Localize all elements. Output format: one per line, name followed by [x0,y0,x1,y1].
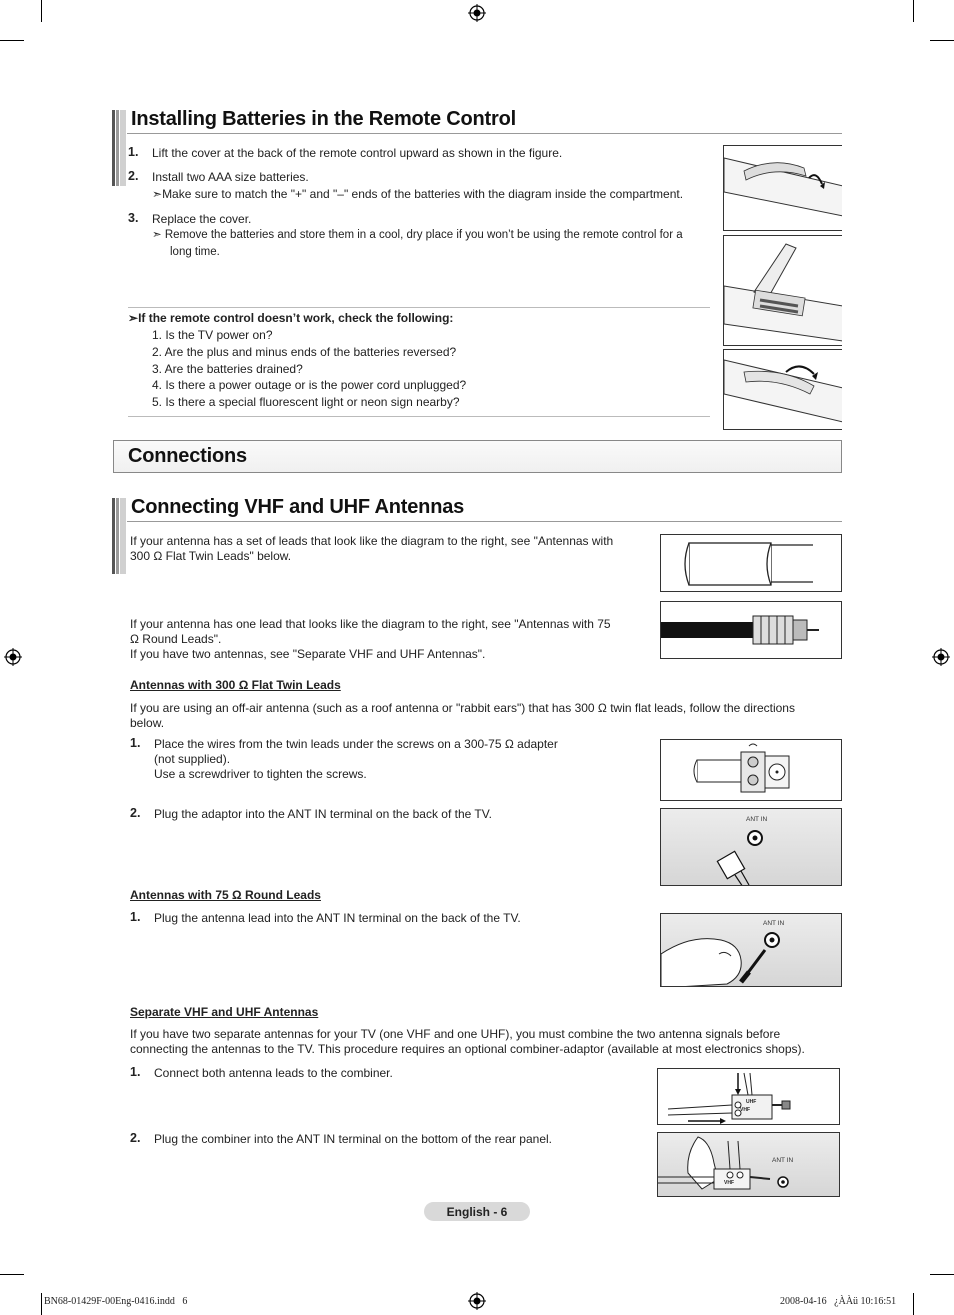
check-title: ➣If the remote control doesn’t work, check the following: [128,311,454,325]
check-item: 2. Are the plus and minus ends of the batteries reversed? [152,345,457,359]
ant-in-adapter-figure [660,808,842,886]
separate-antennas-heading: Separate VHF and UHF Antennas [130,1005,319,1019]
title-rule [127,521,842,522]
combiner-ant-in-figure [657,1132,840,1197]
arrow-note-icon: ➣ [152,187,163,201]
step-number: 3. [128,211,139,225]
intro-text: If you have two antennas, see "Separate VHF and UHF Antennas". [130,647,486,661]
round-step-1: Plug the antenna lead into the ANT IN terminal on the back of the TV. [154,911,521,925]
crop-mark [913,0,914,22]
page-number: English - 6 [446,1205,508,1219]
battery-step-3-note-cont: long time. [170,246,220,258]
uhf-label: UHF [746,1099,757,1105]
crop-mark [930,1274,954,1275]
footer-file-name: BN68-01429F-00Eng-0416.indd 6 [44,1296,188,1307]
ant-in-label: ANT IN [763,920,785,927]
battery-step-2: Install two AAA size batteries. [152,170,309,184]
round-leads-heading: Antennas with 75 Ω Round Leads [130,888,321,902]
registration-mark-icon [468,1292,486,1310]
registration-mark-icon [932,648,950,666]
separate-desc: connecting the antennas to the TV. This procedure requires an optional combiner-adaptor (available at most electronics shops). [130,1042,805,1056]
crop-mark [41,1293,42,1315]
divider [128,307,710,308]
divider [128,416,710,417]
ant-in-round-figure [660,913,842,987]
battery-step-3-note: ➣ Remove the batteries and store them in a cool, dry place if you won’t be using the remote control for a [152,229,683,241]
antennas-title: Connecting VHF and UHF Antennas [131,496,465,518]
crop-mark [930,40,954,41]
flat-leads-heading: Antennas with 300 Ω Flat Twin Leads [130,678,341,692]
vhf-label: VHF [740,1107,750,1113]
flat-step-1: (not supplied). [154,752,231,766]
remote-close-cover-figure [723,349,842,430]
battery-step-1: Lift the cover at the back of the remote control upward as shown in the figure. [152,146,563,160]
step-number: 1. [128,145,139,159]
flat-twin-lead-figure [660,534,842,592]
check-item: 1. Is the TV power on? [152,328,273,342]
flat-step-2: Plug the adaptor into the ANT IN terminal on the back of the TV. [154,807,492,821]
step-number: 2. [130,806,141,820]
check-item: 3. Are the batteries drained? [152,362,303,376]
arrow-note-icon: ➣ [152,229,165,241]
round-lead-figure [660,601,842,659]
crop-mark [0,1274,24,1275]
remote-open-cover-figure [723,145,842,231]
crop-mark [0,40,24,41]
footer-timestamp: 2008-04-16 ¿ÀÀü 10:16:51 [780,1296,897,1307]
remote-battery-figure [723,235,842,346]
battery-step-3: Replace the cover. [152,212,252,226]
step-number: 1. [130,910,141,924]
arrow-note-icon: ➣ [128,311,139,325]
registration-mark-icon [468,4,486,22]
ant-in-label: ANT IN [746,816,768,823]
intro-text: Ω Round Leads". [130,632,222,646]
separate-step-1: Connect both antenna leads to the combiner. [154,1066,393,1080]
flat-step-1: Use a screwdriver to tighten the screws. [154,767,367,781]
ant-in-label: ANT IN [772,1157,794,1164]
registration-mark-icon [4,648,22,666]
step-number: 1. [130,1065,141,1079]
title-rule [127,133,842,134]
step-number: 2. [128,169,139,183]
batteries-title: Installing Batteries in the Remote Control [131,108,516,130]
vhf-label: VHF [724,1180,734,1186]
separate-step-2: Plug the combiner into the ANT IN terminal on the bottom of the rear panel. [154,1132,552,1146]
flat-leads-desc: If you are using an off-air antenna (such as a roof antenna or "rabbit ears") that has 300 Ω twin flat leads, follow the directions [130,701,795,715]
intro-text: 300 Ω Flat Twin Leads" below. [130,549,292,563]
intro-text: If your antenna has one lead that looks like the diagram to the right, see "Antennas with 75 [130,617,611,631]
crop-mark [913,1293,914,1315]
battery-step-2-note: ➣Make sure to match the "+" and "–" ends of the batteries with the diagram inside the compartment. [152,187,684,201]
section-bar [112,498,126,574]
intro-text: If your antenna has a set of leads that look like the diagram to the right, see "Antennas with [130,534,614,548]
check-item: 4. Is there a power outage or is the power cord unplugged? [152,378,467,392]
step-number: 2. [130,1131,141,1145]
adapter-figure [660,739,842,801]
crop-mark [41,0,42,22]
connections-title: Connections [128,445,247,467]
step-number: 1. [130,736,141,750]
separate-desc: If you have two separate antennas for your TV (one VHF and one UHF), you must combine the two antenna signals before [130,1027,781,1041]
flat-step-1: Place the wires from the twin leads under the screws on a 300-75 Ω adapter [154,737,558,751]
check-item: 5. Is there a special fluorescent light or neon sign nearby? [152,395,460,409]
flat-leads-desc: below. [130,716,165,730]
section-bar [112,110,126,186]
combiner-figure [657,1068,840,1125]
